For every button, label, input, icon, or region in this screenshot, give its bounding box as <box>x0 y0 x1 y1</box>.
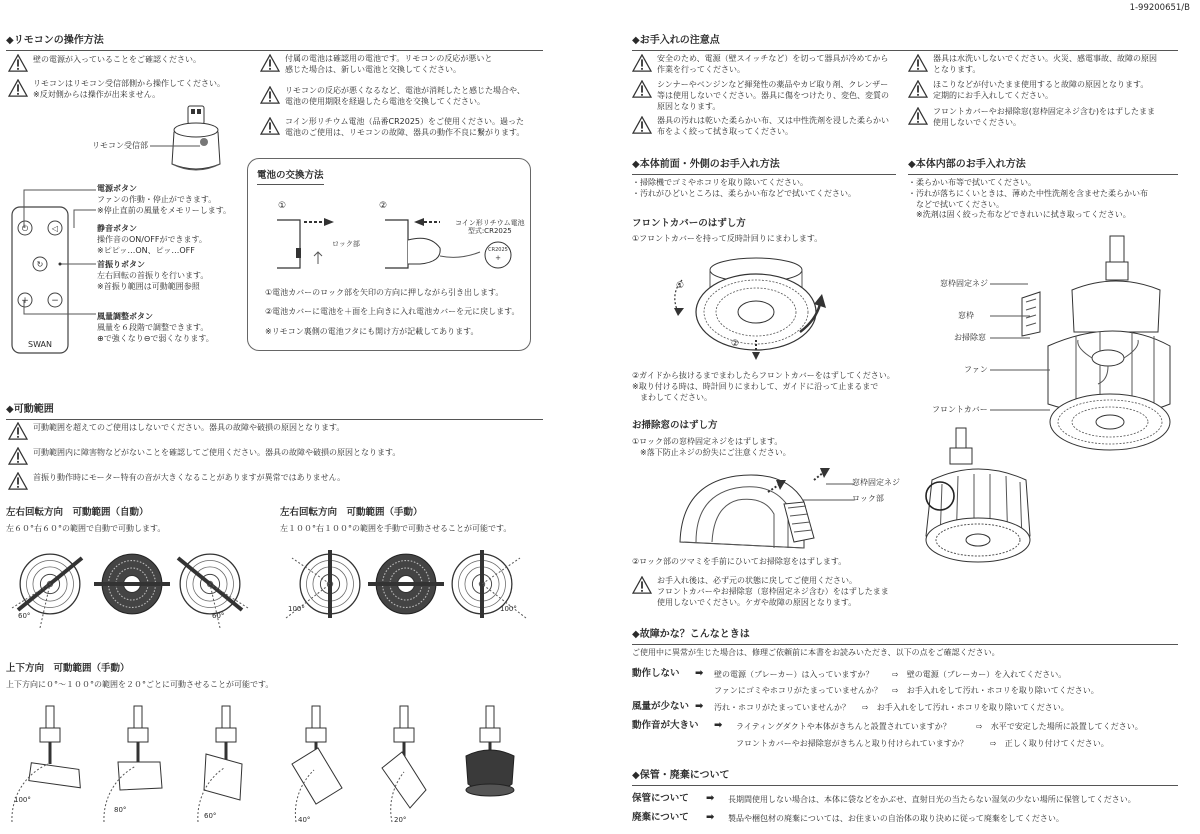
care-warning-5-text: ほこりなどが付いたまま使用すると故障の原因となります。 定期的にお手入れしてください。 <box>933 80 1149 100</box>
range-warning-1 <box>8 422 344 440</box>
care-warning-3 <box>632 116 889 138</box>
care-warning-1-text: 安全のため、電源（壁スイッチなど）を切って器具が冷めてから 作業を行ってください。 <box>657 54 889 74</box>
range-warning-2-text: 可動範囲内に障害物などがないことを確認してご使用ください。器具の故障や破損の原因となります。 <box>33 448 401 457</box>
cover-number-2: ② <box>731 339 740 349</box>
remote-section-title: ◆リモコンの操作方法 <box>6 34 543 51</box>
manual-range-desc: 左１００°右１００°の範囲を手動で可動させることが可能です。 <box>280 524 512 533</box>
warning-icon <box>8 422 28 440</box>
window-lock-label: ロック部 <box>852 494 884 503</box>
vertical-range-title: 上下方向 可動範囲（手動） <box>6 663 130 674</box>
trouble-label-3: 動作音が大きい <box>632 720 699 731</box>
remote-warning-4-text: リモコンの反応が悪くなるなど、電池が消耗したと感じた場合や、 電池の使用期限を経過したら電池を交換してください。 <box>285 86 525 106</box>
power-button-desc: ファンの作動・停止ができます。 ※停止直前の風量をメモリーします。 <box>97 195 232 215</box>
trouble-arrow-3: ➡ <box>714 720 723 731</box>
window-removal-illustration <box>676 462 906 558</box>
fan-lock-illustration <box>918 428 1048 568</box>
svg-text:◁: ◁ <box>51 224 59 233</box>
warning-icon <box>632 80 652 98</box>
trouble-answer-4: ⇨ 正しく取り付けてください。 <box>990 739 1109 748</box>
manual-angle-left: 100° <box>288 605 305 613</box>
vertical-range-illustration <box>8 704 538 830</box>
coin-battery-label: コイン形リチウム電池 型式:CR2025 <box>455 219 525 236</box>
interior-label-screw: 窓枠固定ネジ <box>940 279 988 288</box>
warning-icon <box>260 117 280 135</box>
warning-icon <box>8 79 28 97</box>
vertical-angle-60: 60° <box>204 812 217 820</box>
trouble-section-title: ◆故障かな？こんなときは <box>632 628 1178 645</box>
warning-icon <box>8 54 28 72</box>
auto-angle-right: 60° <box>212 612 225 620</box>
warning-icon <box>908 107 928 125</box>
remote-warning-2-text: リモコンはリモコン受信部側から操作してください。 ※反対側からは操作が出来ません。 <box>33 79 225 99</box>
remote-receiver-illustration <box>160 104 235 174</box>
interior-label-window: お掃除窓 <box>954 333 986 342</box>
cover-number-1: ① <box>676 281 685 291</box>
front-care-desc: ・掃除機でゴミやホコリを取り除いてください。 ・汚れがひどいところは、柔らかい布などで拭いてください。 <box>632 178 856 198</box>
inner-care-title: ◆本体内部のお手入れ方法 <box>908 158 1178 175</box>
trouble-arrow-2: ➡ <box>695 701 704 712</box>
trouble-answer-0: ⇨ 壁の電源（ブレーカー）を入れてください。 <box>892 670 1067 679</box>
storage-section-title: ◆保管・廃棄について <box>632 769 1178 786</box>
trouble-arrow-0: ➡ <box>695 668 704 679</box>
storage-keep-label: 保管について <box>632 793 689 804</box>
warning-icon <box>908 80 928 98</box>
window-warning <box>632 576 889 608</box>
svg-text:−: − <box>51 296 59 306</box>
care-section-title: ◆お手入れの注意点 <box>632 34 1178 51</box>
front-care-title: ◆本体前面・外側のお手入れ方法 <box>632 158 896 175</box>
interior-label-fan: ファン <box>964 365 988 374</box>
care-warning-6 <box>908 107 1155 129</box>
battery-instruction-2: ②電池カバーに電池を＋面を上向きに入れ電池カバーを元に戻します。 <box>265 307 520 316</box>
trouble-answer-3: ⇨ 水平で安定した場所に設置してください。 <box>976 722 1143 731</box>
warning-icon <box>260 54 280 72</box>
remote-warning-3 <box>260 54 492 76</box>
window-removal-step-2: ②ロック部のツマミを手前にひいてお掃除窓をはずします。 <box>632 557 847 566</box>
warning-icon <box>260 86 280 104</box>
trouble-answer-1: ⇨ お手入れをして汚れ・ホコリを取り除いてください。 <box>892 686 1099 695</box>
battery-instruction-1: ①電池カバーのロック部を矢印の方向に押しながら引き出します。 <box>265 288 504 297</box>
remote-brand: SWAN <box>28 340 53 349</box>
battery-step-2: ② <box>379 201 388 211</box>
svg-text:+: + <box>21 296 29 306</box>
care-warning-6-text: フロントカバーやお掃除窓(窓枠固定ネジ含む)をはずしたまま 使用しないでください。 <box>933 107 1155 127</box>
care-warning-3-text: 器具の汚れは乾いた柔らかい布、又は中性洗剤を浸した柔らかい 布をよく絞って拭き取ってください。 <box>657 116 889 136</box>
trouble-intro: ご使用中に異常が生じた場合は、修理ご依頼前に本書をお読みいただき、以下の点をご確認ください。 <box>632 648 1000 657</box>
care-warning-4-text: 器具は水洗いしないでください。火災、感電事故、故障の原因 となります。 <box>933 54 1157 74</box>
care-warning-5 <box>908 80 1148 102</box>
svg-text:↻: ↻ <box>36 260 44 269</box>
inner-care-desc: ・柔らかい布等で拭いてください。 ・汚れが落ちにくいときは、薄めた中性洗剤を含ませた柔らかい布 などで拭いてください。 ※洗剤は固く絞った布などできれいに拭き取ってください。 <box>908 178 1148 220</box>
trouble-answer-2: ⇨ お手入れをして汚れ・ホコリを取り除いてください。 <box>862 703 1069 712</box>
silent-button-label: 静音ボタン <box>97 224 137 233</box>
window-removal-title: お掃除窓のはずし方 <box>632 420 718 431</box>
vertical-range-desc: 上下方向に０°～１００°の範囲を２０°ごとに可動させることが可能です。 <box>6 680 274 689</box>
receiver-label: リモコン受信部 <box>92 141 148 150</box>
range-warning-2 <box>8 447 400 465</box>
battery-lock-label: ロック部 <box>332 240 360 248</box>
trouble-question-3: ライティングダクトや本体がきちんと設置されていますか？ <box>736 722 951 731</box>
remote-warning-2 <box>8 79 225 101</box>
care-warning-2-text: シンナーやベンジンなど揮発性の薬品やカビ取り剤、クレンザー 等は使用しないでください。器具に傷をつけたり、変色、変質の 原因となります。 <box>657 80 889 111</box>
storage-keep-arrow: ➡ <box>706 793 715 804</box>
storage-dispose-label: 廃棄について <box>632 812 689 823</box>
battery-title: 電池の交換方法 <box>257 170 324 185</box>
wind-button-label: 風量調整ボタン <box>97 312 153 321</box>
warning-icon <box>632 116 652 134</box>
range-warning-3-text: 首振り動作時にモーター特有の音が大きくなることがありますが異常ではありません。 <box>33 473 346 482</box>
range-warning-1-text: 可動範囲を超えてのご使用はしないでください。器具の故障や破損の原因となります。 <box>33 423 345 432</box>
interior-label-frame: 窓枠 <box>958 311 974 320</box>
range-warning-3 <box>8 472 345 490</box>
battery-note: ※リモコン裏側の電池フタにも開け方が記載してあります。 <box>265 327 479 336</box>
trouble-question-2: 汚れ・ホコリがたまっていませんか？ <box>714 703 850 712</box>
care-warning-1 <box>632 54 888 76</box>
power-button-label: 電源ボタン <box>97 184 137 193</box>
cover-removal-title: フロントカバーのはずし方 <box>632 218 746 229</box>
silent-button-desc: 操作音のON/OFFができます。 ※ピピッ…ON、ピッ…OFF <box>97 235 207 255</box>
remote-warning-1-text: 壁の電源が入っていることをご確認ください。 <box>33 55 201 64</box>
warning-icon <box>8 447 28 465</box>
window-warning-text: お手入れ後は、必ず元の状態に戻してご使用ください。 フロントカバーやお掃除窓（窓枠固定ネジ含む）をはずしたまま 使用しないでください。ケガや故障の原因となります。 <box>657 576 889 607</box>
care-warning-4 <box>908 54 1157 76</box>
window-screw-label: 窓枠固定ネジ <box>852 478 900 487</box>
trouble-question-1: ファンにゴミやホコリがたまっていませんか？ <box>714 686 882 695</box>
manual-range-illustration <box>282 548 532 633</box>
wind-button-desc: 風量を６段階で調整できます。 ⊕で強くなり⊖で弱くなります。 <box>97 323 214 343</box>
warning-icon <box>8 472 28 490</box>
remote-warning-4 <box>260 86 525 108</box>
vertical-angle-40: 40° <box>298 816 311 824</box>
manual-angle-right: 100° <box>500 605 517 613</box>
interior-label-cover: フロントカバー <box>932 405 988 414</box>
cover-removal-step-1: ①フロントカバーを持って反時計回りにまわします。 <box>632 234 823 243</box>
coin-battery-icon <box>478 240 518 270</box>
warning-icon <box>632 54 652 72</box>
remote-warning-5 <box>260 117 524 139</box>
trouble-label-0: 動作しない <box>632 668 680 679</box>
trouble-question-4: フロントカバーやお掃除窓がきちんと取り付けられていますか？ <box>736 739 968 748</box>
cover-removal-step-2: ②ガイドから抜けるまでまわしたらフロントカバーをはずしてください。 ※取り付ける時は、時計回りにまわして、ガイドに沿って止まるまで まわしてください。 <box>632 371 895 402</box>
remote-warning-1 <box>8 54 201 72</box>
swing-button-desc: 左右回転の首振りを行います。 ※首振り範囲は可動範囲参照 <box>97 271 209 291</box>
window-removal-step-1: ①ロック部の窓枠固定ネジをはずします。 ※落下防止ネジの紛失にご注意ください。 <box>632 437 791 457</box>
storage-keep-text: 長期間使用しない場合は、本体に袋などをかぶせ、直射日光の当たらない湿気の少ない場所に保管してください。 <box>728 795 1136 804</box>
svg-text:CR2025: CR2025 <box>488 247 508 253</box>
svg-text:+: + <box>495 254 501 262</box>
trouble-label-2: 風量が少ない <box>632 701 690 712</box>
warning-icon <box>908 54 928 72</box>
warning-icon <box>632 576 652 594</box>
vertical-angle-100: 100° <box>14 796 31 804</box>
interior-exploded-illustration <box>1036 236 1176 476</box>
storage-dispose-arrow: ➡ <box>706 812 715 823</box>
trouble-question-0: 壁の電源（ブレーカー）は入っていますか？ <box>714 670 874 679</box>
storage-dispose-text: 製品や梱包材の廃棄については、お住まいの自治体の取り決めに従って廃棄をしてください。 <box>728 814 1064 823</box>
care-warning-2 <box>632 80 889 112</box>
front-cover-removal-illustration <box>660 250 840 362</box>
vertical-angle-80: 80° <box>114 806 127 814</box>
vertical-angle-20: 20° <box>394 816 407 824</box>
auto-range-desc: 左６０°右６０°の範囲で自動で可動します。 <box>6 524 166 533</box>
remote-warning-5-text: コイン形リチウム電池（品番CR2025）をご使用ください。過った 電池のご使用は、リモコンの故障、器具の動作不良に繋がります。 <box>285 117 525 137</box>
range-section-title: ◆可動範囲 <box>6 403 543 420</box>
document-number: 1-99200651/B <box>1129 3 1190 13</box>
battery-step-1: ① <box>278 201 287 211</box>
auto-range-title: 左右回転方向 可動範囲（自動） <box>6 507 149 518</box>
remote-warning-3-text: 付属の電池は確認用の電池です。リモコンの反応が悪いと 感じた場合は、新しい電池と交換してください。 <box>285 54 493 74</box>
manual-range-title: 左右回転方向 可動範囲（手動） <box>280 507 423 518</box>
svg-text:⏻: ⏻ <box>21 224 29 233</box>
auto-angle-left: 60° <box>18 612 31 620</box>
swing-button-label: 首振りボタン <box>97 260 145 269</box>
